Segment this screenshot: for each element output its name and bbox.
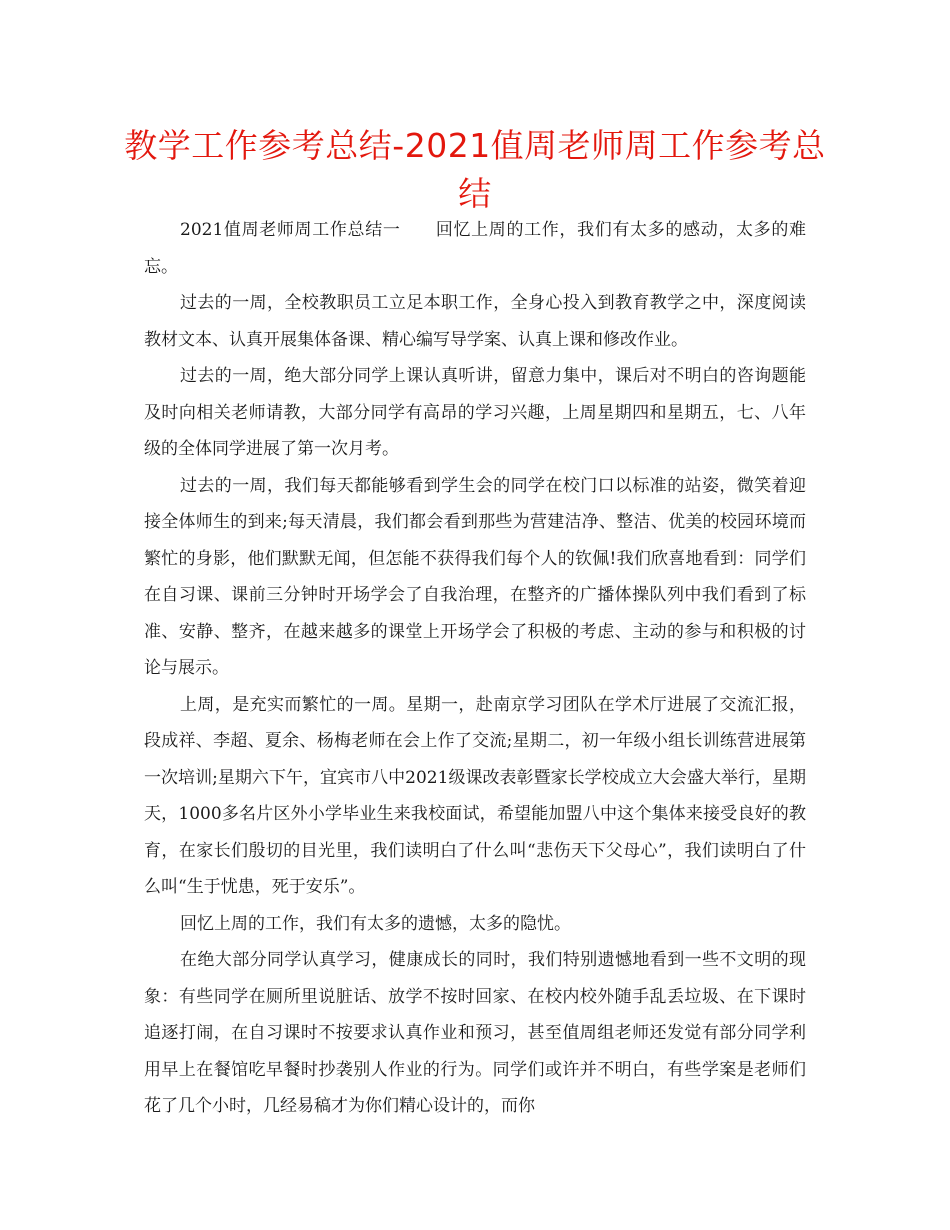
paragraph: 上周，是充实而繁忙的一周。星期一，赴南京学习团队在学术厅进展了交流汇报，段成祥、李超、夏余、杨梅老师在会上作了交流;星期二，初一年级小组长训练营进展第一次培训;星期六下午，宜宾市八中2021级课改表彰暨家长学校成立大会盛大举行，星期天，1000多名片区外小学毕业生来我校面试，希望能加盟八中这个集体来接受良好的教育，在家长们殷切的目光里，我们读明白了什么叫“悲伤天下父母心”，我们读明白了什么叫“生于忧患，死于安乐”。: [144, 694, 806, 897]
paragraph: 2021值周老师周工作总结一 回忆上周的工作，我们有太多的感动，太多的难忘。: [144, 220, 806, 277]
paragraph: 过去的一周，绝大部分同学上课认真听讲，留意力集中，课后对不明白的咨询题能及时向相关老师请教，大部分同学有高昂的学习兴趣，上周星期四和星期五，七、八年级的全体同学进展了第一次月考。: [144, 366, 806, 459]
paragraph: 过去的一周，我们每天都能够看到学生会的同学在校门口以标准的站姿，微笑着迎接全体师生的到来;每天清晨，我们都会看到那些为营建洁净、整洁、优美的校园环境而繁忙的身影，他们默默无闻，但怎能不获得我们每个人的钦佩!我们欣喜地看到：同学们在自习课、课前三分钟时开场学会了自我治理，在整齐的广播体操队列中我们看到了标准、安静、整齐，在越来越多的课堂上开场学会了积极的考虑、主动的参与和积极的讨论与展示。: [144, 475, 806, 678]
paragraph: 在绝大部分同学认真学习，健康成长的同时，我们特别遗憾地看到一些不文明的现象：有些同学在厕所里说脏话、放学不按时回家、在校内校外随手乱丢垃圾、在下课时追逐打闹，在自习课时不按要求认真作业和预习，甚至值周组老师还发觉有部分同学利用早上在餐馆吃早餐时抄袭别人作业的行为。同学们或许并不明白，有些学案是老师们花了几个小时，几经易稿才为你们精心设计的，而你: [144, 950, 806, 1116]
paragraph: 过去的一周，全校教职员工立足本职工作，全身心投入到教育教学之中，深度阅读教材文本、认真开展集体备课、精心编写导学案、认真上课和修改作业。: [144, 293, 806, 350]
paragraph: 回忆上周的工作，我们有太多的遗憾，太多的隐忧。: [180, 913, 571, 934]
document-title: 教学工作参考总结-2021值周老师周工作参考总结: [124, 126, 826, 213]
document-body: [144, 212, 806, 1125]
